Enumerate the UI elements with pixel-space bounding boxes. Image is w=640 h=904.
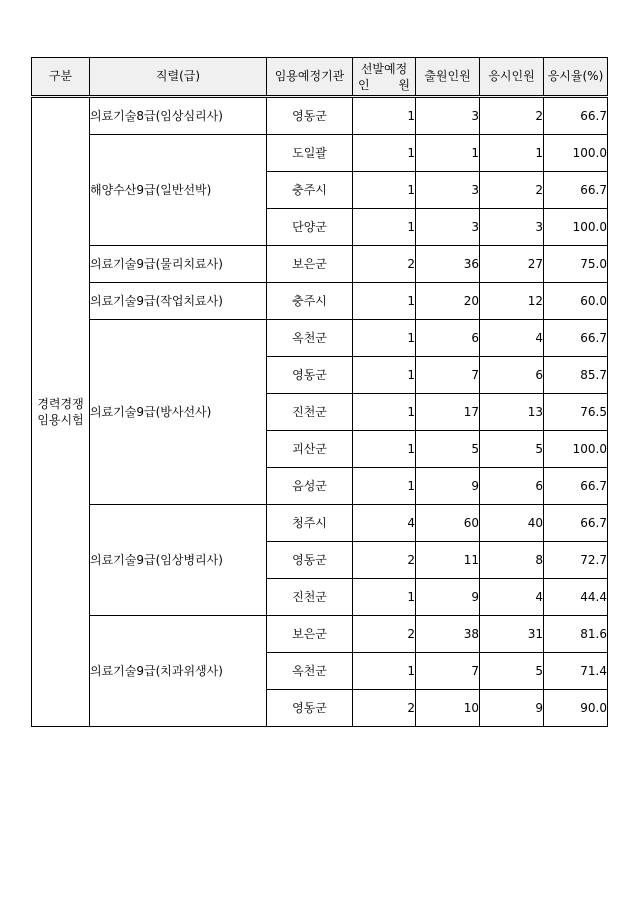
table-row [32, 616, 608, 653]
category-cell [32, 97, 90, 727]
quota-cell: 2 [353, 616, 416, 653]
header-quota-line1: 선발예정 [360, 61, 408, 76]
takers-cell: 9 [480, 690, 544, 727]
takers-cell: 31 [480, 616, 544, 653]
quota-cell: 1 [353, 468, 416, 505]
takers-cell: 2 [480, 172, 544, 209]
rate-cell: 100.0 [544, 135, 608, 172]
table-row [32, 246, 608, 283]
applicants-cell: 3 [416, 209, 480, 246]
takers-cell: 1 [480, 135, 544, 172]
header-quota-line2: 인 원 [358, 77, 410, 92]
quota-cell: 2 [353, 690, 416, 727]
header-rate: 응시율(%) [544, 58, 608, 97]
header-category: 구분 [32, 58, 90, 97]
rate-cell: 60.0 [544, 283, 608, 320]
quota-cell: 1 [353, 97, 416, 135]
table-row [32, 505, 608, 542]
agency-cell: 충주시 [267, 283, 353, 320]
table-row [32, 320, 608, 357]
rate-cell: 66.7 [544, 97, 608, 135]
applicants-cell: 3 [416, 172, 480, 209]
table-body [32, 97, 608, 727]
rate-cell: 66.7 [544, 172, 608, 209]
rate-cell: 75.0 [544, 246, 608, 283]
agency-cell: 영동군 [267, 542, 353, 579]
quota-cell: 1 [353, 431, 416, 468]
rate-cell: 100.0 [544, 209, 608, 246]
agency-cell: 영동군 [267, 97, 353, 135]
rate-cell: 100.0 [544, 431, 608, 468]
quota-cell: 1 [353, 579, 416, 616]
applicants-cell: 17 [416, 394, 480, 431]
header-agency: 임용예정기관 [267, 58, 353, 97]
position-cell: 의료기술9급(물리치료사) [90, 246, 267, 283]
quota-cell: 1 [353, 135, 416, 172]
agency-cell: 진천군 [267, 394, 353, 431]
quota-cell: 1 [353, 172, 416, 209]
applicants-cell: 3 [416, 97, 480, 135]
takers-cell: 5 [480, 431, 544, 468]
position-cell: 의료기술9급(방사선사) [90, 320, 267, 505]
header-takers: 응시인원 [480, 58, 544, 97]
quota-cell: 2 [353, 542, 416, 579]
table-row [32, 97, 608, 135]
rate-cell: 76.5 [544, 394, 608, 431]
takers-cell: 5 [480, 653, 544, 690]
agency-cell: 옥천군 [267, 653, 353, 690]
table-row [32, 283, 608, 320]
position-cell: 의료기술9급(작업치료사) [90, 283, 267, 320]
rate-cell: 66.7 [544, 468, 608, 505]
quota-cell: 2 [353, 246, 416, 283]
position-cell: 의료기술9급(임상병리사) [90, 505, 267, 616]
rate-cell: 71.4 [544, 653, 608, 690]
applicants-cell: 20 [416, 283, 480, 320]
agency-cell: 단양군 [267, 209, 353, 246]
applicants-cell: 9 [416, 468, 480, 505]
applicants-cell: 7 [416, 653, 480, 690]
rate-cell: 66.7 [544, 505, 608, 542]
recruitment-table [31, 57, 608, 727]
quota-cell: 4 [353, 505, 416, 542]
agency-cell: 음성군 [267, 468, 353, 505]
applicants-cell: 9 [416, 579, 480, 616]
takers-cell: 13 [480, 394, 544, 431]
header-row [32, 58, 608, 97]
applicants-cell: 10 [416, 690, 480, 727]
quota-cell: 1 [353, 394, 416, 431]
takers-cell: 6 [480, 468, 544, 505]
table-row [32, 135, 608, 172]
rate-cell: 90.0 [544, 690, 608, 727]
agency-cell: 보은군 [267, 246, 353, 283]
takers-cell: 12 [480, 283, 544, 320]
agency-cell: 청주시 [267, 505, 353, 542]
takers-cell: 6 [480, 357, 544, 394]
quota-cell: 1 [353, 357, 416, 394]
header-position: 직렬(급) [90, 58, 267, 97]
rate-cell: 66.7 [544, 320, 608, 357]
takers-cell: 40 [480, 505, 544, 542]
applicants-cell: 38 [416, 616, 480, 653]
rate-cell: 81.6 [544, 616, 608, 653]
takers-cell: 3 [480, 209, 544, 246]
agency-cell: 옥천군 [267, 320, 353, 357]
position-cell: 의료기술9급(치과위생사) [90, 616, 267, 727]
position-cell: 해양수산9급(일반선박) [90, 135, 267, 246]
takers-cell: 2 [480, 97, 544, 135]
agency-cell: 영동군 [267, 357, 353, 394]
agency-cell: 괴산군 [267, 431, 353, 468]
applicants-cell: 5 [416, 431, 480, 468]
applicants-cell: 36 [416, 246, 480, 283]
position-cell: 의료기술8급(임상심리사) [90, 97, 267, 135]
header-quota [353, 58, 416, 97]
takers-cell: 8 [480, 542, 544, 579]
agency-cell: 보은군 [267, 616, 353, 653]
quota-cell: 1 [353, 320, 416, 357]
takers-cell: 4 [480, 320, 544, 357]
category-label-line2: 임용시험 [37, 413, 84, 427]
rate-cell: 44.4 [544, 579, 608, 616]
applicants-cell: 7 [416, 357, 480, 394]
applicants-cell: 6 [416, 320, 480, 357]
applicants-cell: 11 [416, 542, 480, 579]
applicants-cell: 60 [416, 505, 480, 542]
quota-cell: 1 [353, 283, 416, 320]
category-label-line1: 경력경쟁 [37, 397, 84, 411]
applicants-cell: 1 [416, 135, 480, 172]
agency-cell: 충주시 [267, 172, 353, 209]
quota-cell: 1 [353, 209, 416, 246]
agency-cell: 진천군 [267, 579, 353, 616]
takers-cell: 4 [480, 579, 544, 616]
agency-cell: 영동군 [267, 690, 353, 727]
rate-cell: 72.7 [544, 542, 608, 579]
rate-cell: 85.7 [544, 357, 608, 394]
quota-cell: 1 [353, 653, 416, 690]
agency-cell: 도일괄 [267, 135, 353, 172]
header-applicants: 출원인원 [416, 58, 480, 97]
takers-cell: 27 [480, 246, 544, 283]
